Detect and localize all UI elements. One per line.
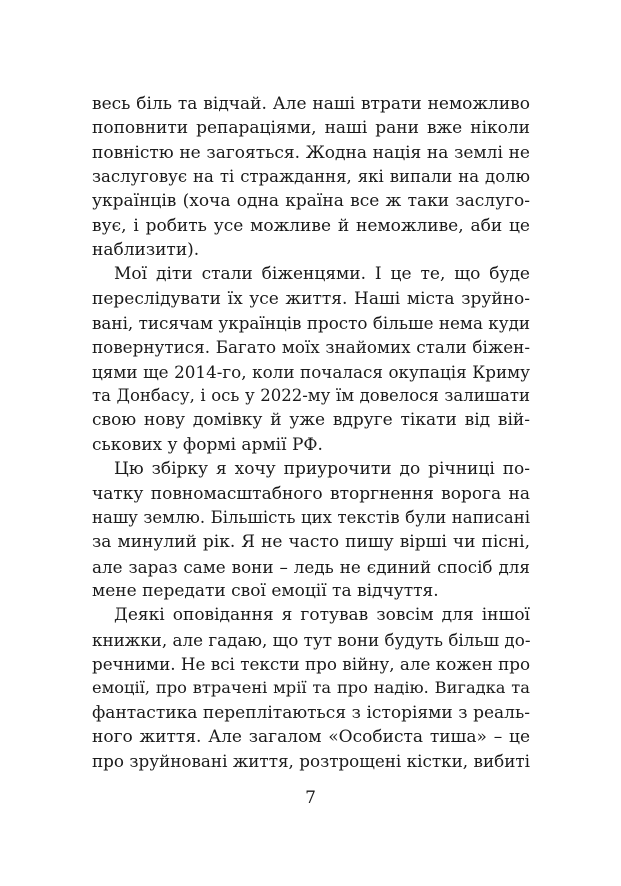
text-line: повернутися. Багато моїх знайомих стали біжен- — [92, 337, 530, 358]
text-line: поповнити репараціями, наші рани вже ніколи — [92, 118, 530, 139]
text-line: переслідувати їх усе життя. Наші міста зруйно- — [92, 288, 530, 309]
text-line: наблизити). — [92, 240, 200, 261]
text-line: Мої діти стали біженцями. І це те, що буде — [114, 264, 530, 285]
text-line: весь біль та відчай. Але наші втрати неможливо — [92, 94, 530, 114]
text-line: речними. Не всі тексти про війну, але кожен про — [92, 653, 531, 674]
text-line: книжки, але гадаю, що тут вони будуть більш до- — [92, 629, 531, 650]
text-line: повністю не загояться. Жодна нація на землі не — [92, 142, 530, 163]
page-number: 7 — [305, 788, 316, 808]
text-line: але зараз саме вони – ледь не єдиний спосіб для — [92, 556, 530, 577]
text-line: нашу землю. Більшість цих текстів були написані — [92, 507, 530, 527]
text-line: вані, тисячам українців просто більше нема куди — [92, 313, 531, 334]
text-line: емоції, про втрачені мрії та про надію. Вигадка та — [92, 678, 530, 698]
text-line: фантастика переплітаються з історіями з реаль- — [92, 702, 530, 723]
text-line: ськових у формі армії РФ. — [92, 434, 323, 455]
text-line: цями ще 2014-го, коли почалася окупація Криму — [92, 361, 530, 382]
text-line: заслуговує на ті страждання, які випали на долю — [92, 167, 530, 187]
text-line: за минулий рік. Я не часто пишу вірші чи пісні, — [92, 532, 530, 553]
text-line: українців (хоча одна країна все ж таки заслуго- — [92, 191, 530, 212]
text-line: свою нову домівку й уже вдруге тікати від вій- — [92, 410, 530, 431]
body-text — [92, 92, 530, 774]
text-line: Цю збірку я хочу приурочити до річниці по- — [114, 459, 530, 480]
text-line: мене передати свої емоції та відчуття. — [92, 580, 439, 601]
text-line: про зруйновані життя, розтрощені кістки, вибиті — [92, 751, 530, 772]
text-line: чатку повномасштабного вторгнення ворога на — [92, 483, 530, 504]
text-line: ного життя. Але загалом «Особиста тиша» – це — [92, 726, 530, 747]
text-line: Деякі оповідання я готував зовсім для іншої — [114, 605, 530, 626]
text-line: вує, і робить усе можливе й неможливе, аби це — [92, 215, 530, 236]
text-line: та Донбасу, і ось у 2022-му їм довелося залишати — [92, 386, 530, 406]
